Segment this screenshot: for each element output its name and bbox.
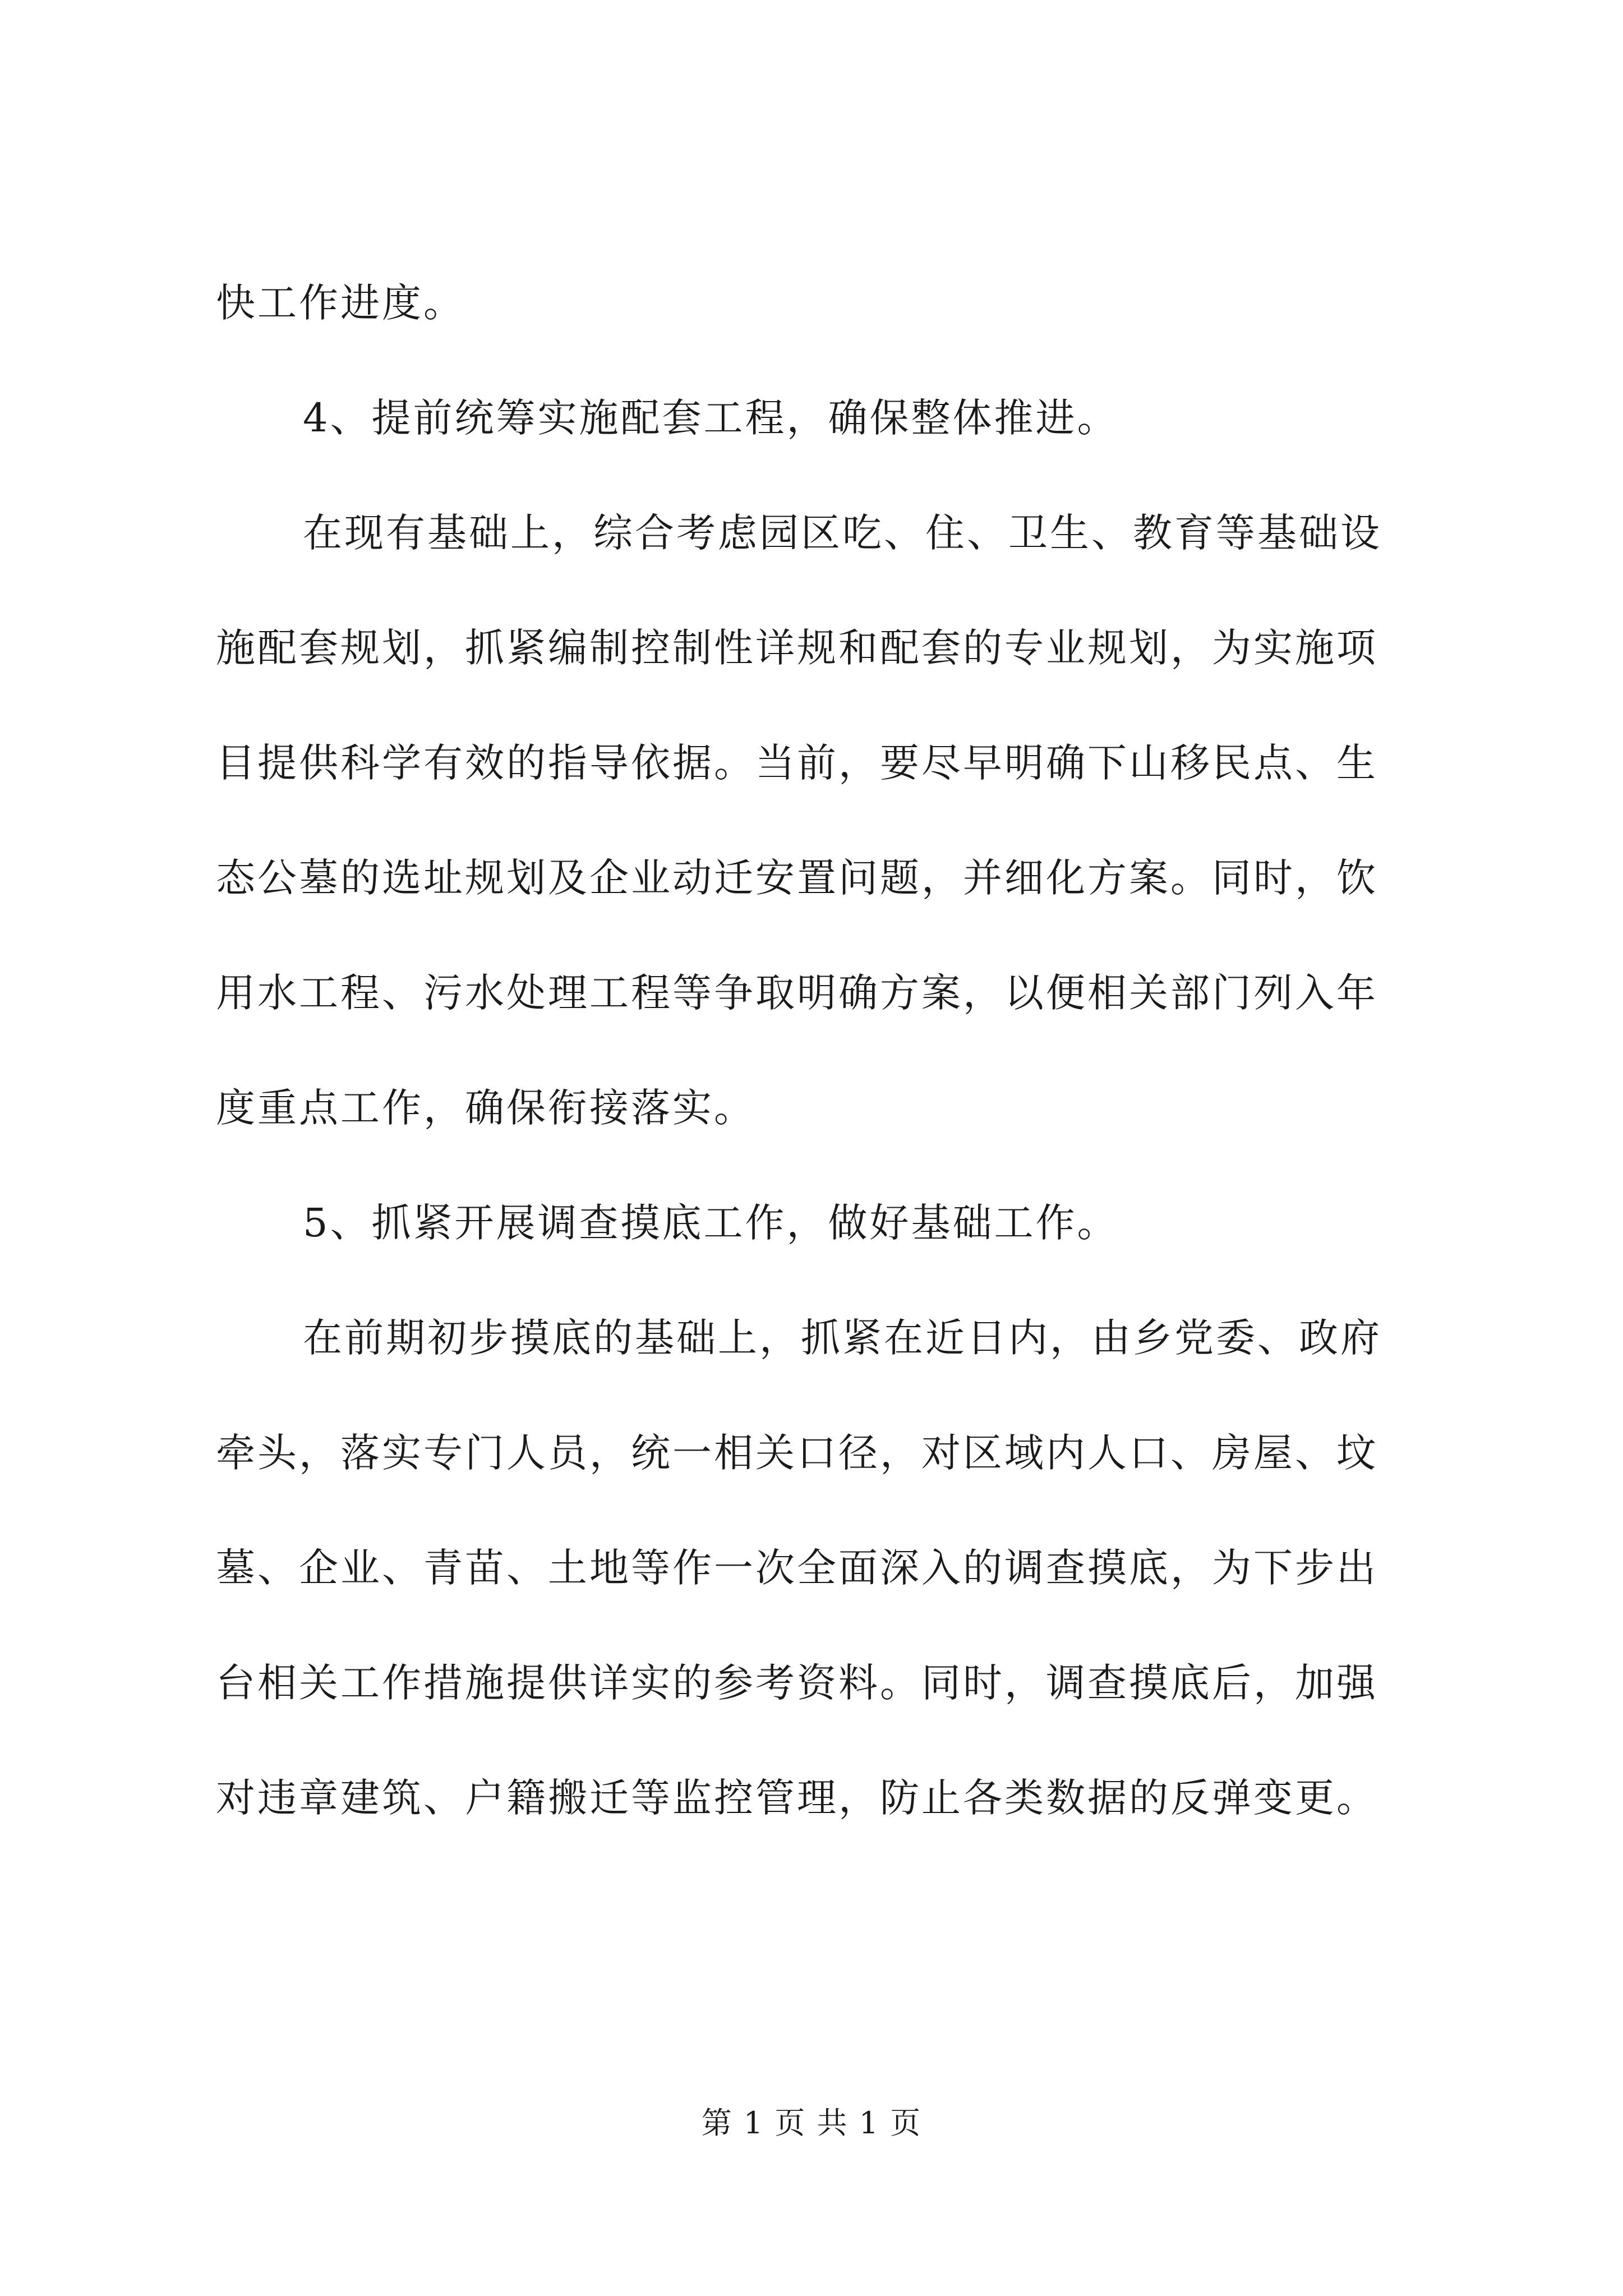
text-line: 墓、企业、青苗、土地等作一次全面深入的调查摸底，为下步出: [216, 1545, 1378, 1591]
page-number-footer: 第 1 页 共 1 页: [701, 2105, 922, 2141]
text-line: 施配套规划，抓紧编制控制性详规和配套的专业规划，为实施项: [216, 625, 1378, 671]
text-line: 牵头，落实专门人员，统一相关口径，对区域内人口、房屋、坟: [216, 1430, 1378, 1476]
section-heading: 4、提前统筹实施配套工程，确保整体推进。: [303, 395, 1119, 441]
text-line: 在前期初步摸底的基础上，抓紧在近日内，由乡党委、政府: [303, 1315, 1382, 1361]
text-line: 目提供科学有效的指导依据。当前，要尽早明确下山移民点、生: [216, 740, 1378, 786]
text-line: 台相关工作措施提供详实的参考资料。同时，调查摸底后，加强: [216, 1660, 1378, 1706]
section-heading: 5、抓紧开展调查摸底工作，做好基础工作。: [303, 1200, 1119, 1246]
text-line: 对违章建筑、户籍搬迁等监控管理，防止各类数据的反弹变更。: [216, 1775, 1378, 1821]
text-line: 用水工程、污水处理工程等争取明确方案，以便相关部门列入年: [216, 970, 1378, 1016]
text-line: 态公墓的选址规划及企业动迁安置问题，并细化方案。同时，饮: [216, 855, 1378, 901]
text-line: 度重点工作，确保衔接落实。: [216, 1085, 755, 1131]
text-line: 快工作进度。: [216, 280, 465, 326]
text-line: 在现有基础上，综合考虑园区吃、住、卫生、教育等基础设: [303, 510, 1382, 556]
